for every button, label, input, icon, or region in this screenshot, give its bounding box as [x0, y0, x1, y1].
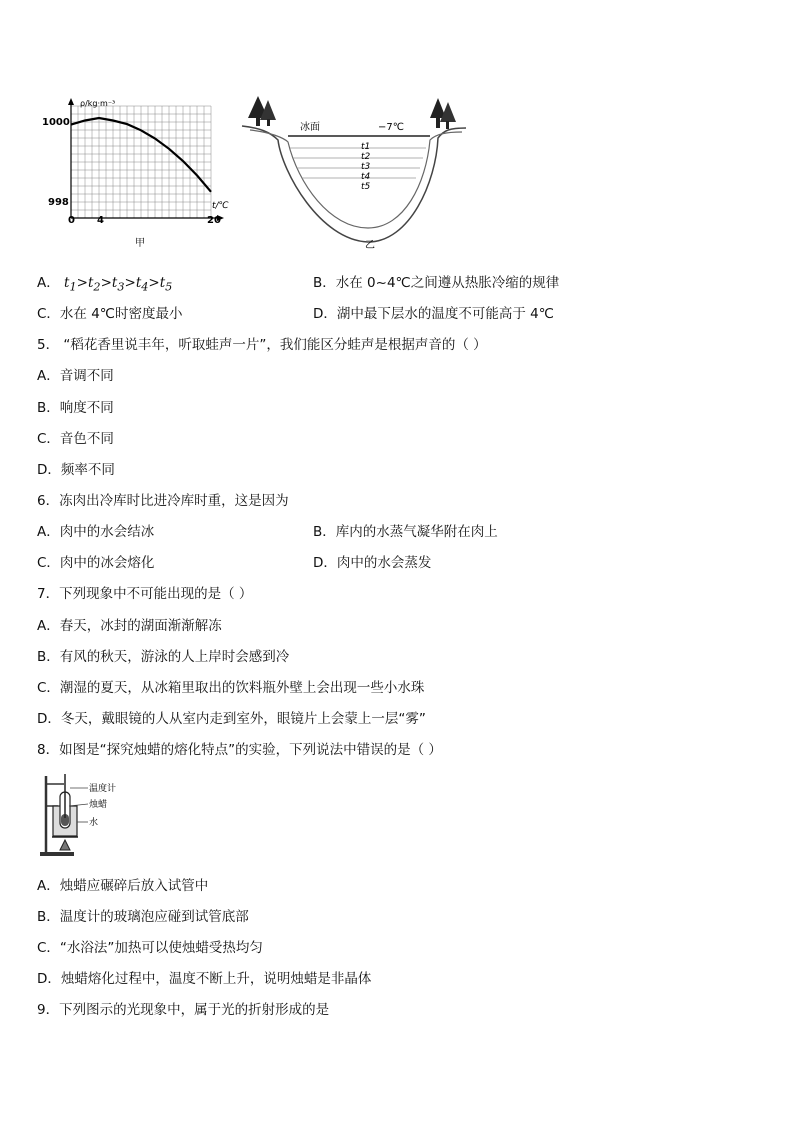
q7-option-c: C．潮湿的夏天，从冰箱里取出的饮料瓶外壁上会出现一些小水珠: [37, 680, 425, 696]
label-water: 水: [89, 818, 99, 828]
temperature-order-math: $t_1>t_2>t_3>t_4>t_5$: [64, 275, 173, 294]
x-axis-label: t/℃: [212, 201, 229, 211]
q4-option-d: D．湖中最下层水的温度不可能高于 4℃: [313, 306, 554, 322]
y-tick-998: 998: [48, 197, 69, 208]
q5-option-c: C．音色不同: [37, 431, 114, 447]
q8-option-a: A．烛蜡应碾碎后放入试管中: [37, 878, 209, 894]
y-axis-arrow: [68, 98, 74, 105]
density-chart: [40, 92, 250, 252]
layer-label-t4: t4: [361, 172, 371, 182]
q5-option-d: D．频率不同: [37, 462, 115, 478]
y-axis-label: ρ/kg·m⁻³: [80, 99, 116, 108]
chart-grid: [71, 106, 211, 218]
figure-caption-jia: 甲: [135, 238, 145, 249]
figure-caption-yi: 乙: [365, 240, 375, 251]
x-tick-4: 4: [97, 215, 104, 226]
tree-right-icon: [430, 98, 456, 129]
layer-label-t2: t2: [361, 152, 371, 162]
tree-left-icon: [248, 96, 276, 126]
lake-bank-outer: [242, 126, 466, 242]
stand-base: [40, 852, 74, 856]
q6-stem: 6．冻肉出冷库时比进冷库时重，这是因为: [37, 493, 289, 509]
y-tick-1000: 1000: [42, 117, 70, 128]
x-tick-0: 0: [68, 215, 75, 226]
q6-option-d: D．肉中的水会蒸发: [313, 555, 432, 571]
q4-option-a: [37, 271, 172, 294]
leader-wax: [69, 804, 88, 806]
wax-melting-apparatus: [38, 770, 128, 862]
q6-option-b: B．库内的水蒸气凝华附在肉上: [313, 524, 498, 540]
q5-option-a: A．音调不同: [37, 368, 114, 384]
q5-option-b: B．响度不同: [37, 400, 114, 416]
q8-option-c: C．“水浴法”加热可以使烛蜡受热均匀: [37, 940, 263, 956]
q8-stem: 8．如图是“探究烛蜡的熔化特点”的实验，下列说法中错误的是（ ）: [37, 742, 442, 758]
air-temp-label: −7℃: [378, 122, 404, 133]
q8-option-b: B．温度计的玻璃泡应碰到试管底部: [37, 909, 249, 925]
label-wax: 烛蜡: [89, 800, 108, 810]
option-prefix: A．: [37, 275, 60, 291]
burner-icon: [60, 840, 70, 850]
q6-option-c: C．肉中的冰会熔化: [37, 555, 155, 571]
q7-option-a: A．春天，冰封的湖面渐渐解冻: [37, 618, 222, 634]
q4-option-b: B．水在 0~4℃之间遵从热胀冷缩的规律: [313, 275, 560, 291]
q5-stem: 5． “稻花香里说丰年，听取蛙声一片”，我们能区分蛙声是根据声音的（ ）: [37, 337, 487, 353]
label-thermometer: 温度计: [89, 784, 117, 794]
lake-figure: [240, 92, 470, 252]
layer-label-t3: t3: [361, 162, 371, 172]
layer-label-t1: t1: [361, 142, 371, 152]
q7-option-b: B．有风的秋天，游泳的人上岸时会感到冷: [37, 649, 290, 665]
ice-label: 冰面: [300, 122, 320, 133]
x-tick-20: 20: [207, 215, 221, 226]
layer-label-t5: t5: [361, 182, 371, 192]
q7-option-d: D．冬天，戴眼镜的人从室内走到室外，眼镜片上会蒙上一层“雾”: [37, 711, 426, 727]
q4-option-c: C．水在 4℃时密度最小: [37, 306, 183, 322]
q9-stem: 9．下列图示的光现象中，属于光的折射形成的是: [37, 1002, 330, 1018]
q8-option-d: D．烛蜡熔化过程中，温度不断上升，说明烛蜡是非晶体: [37, 971, 372, 987]
q6-option-a: A．肉中的水会结冰: [37, 524, 155, 540]
q7-stem: 7．下列现象中不可能出现的是（ ）: [37, 586, 253, 602]
